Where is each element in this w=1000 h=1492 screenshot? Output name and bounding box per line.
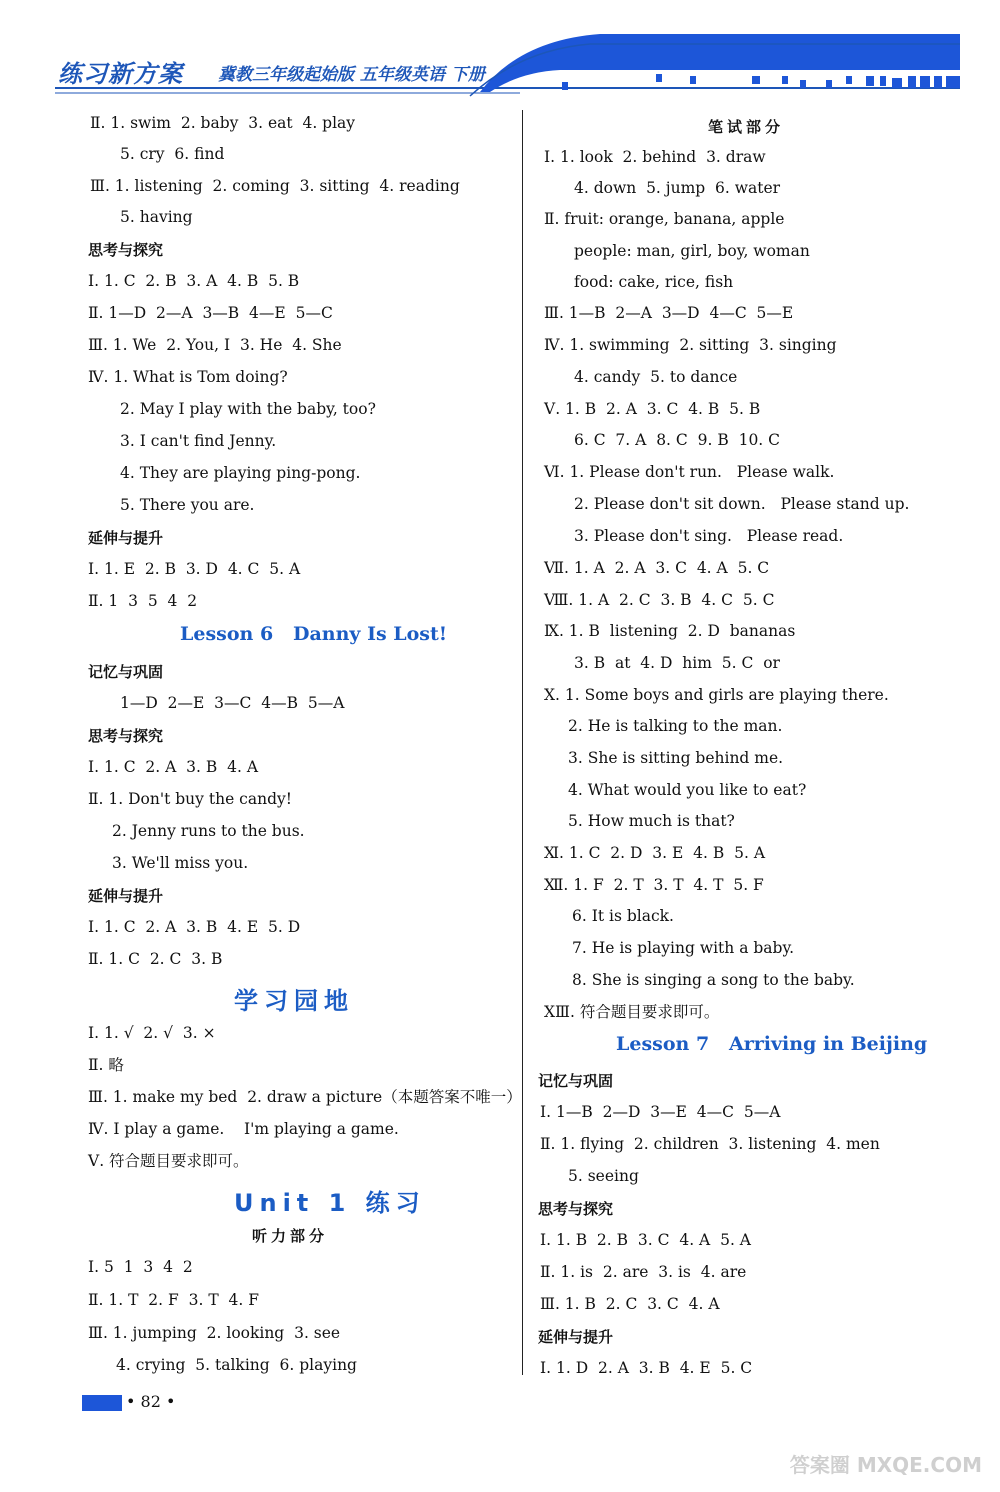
answer-line: people: man, girl, boy, woman: [574, 242, 810, 260]
answer-line: 5. having: [120, 208, 193, 226]
answer-line: Ⅸ. 1. B listening 2. D bananas: [544, 622, 796, 640]
answer-line: food: cake, rice, fish: [574, 273, 734, 291]
column-divider: [522, 110, 523, 1375]
section-title: Unit 1 练习: [234, 1189, 426, 1217]
section-heading: 思考与探究: [88, 727, 164, 745]
answer-line: Ⅺ. 1. C 2. D 3. E 4. B 5. A: [544, 844, 766, 862]
answer-line: 5. How much is that?: [568, 812, 735, 830]
section-heading: 思考与探究: [538, 1200, 614, 1218]
book-subtitle: 冀教三年级起始版 五年级英语 下册: [218, 65, 485, 85]
section-heading: 记忆与巩固: [538, 1072, 614, 1090]
lesson-title: Lesson 6 Danny Is Lost!: [180, 623, 448, 645]
section-heading: 思考与探究: [88, 241, 164, 259]
answer-line: 3. Please don't sing. Please read.: [574, 527, 844, 545]
answer-line: Ⅲ. 1. listening 2. coming 3. sitting 4. reading: [90, 177, 460, 195]
answer-line: Ⅴ. 1. B 2. A 3. C 4. B 5. B: [544, 400, 761, 418]
answer-line: 2. He is talking to the man.: [568, 717, 783, 735]
answer-line: Ⅳ. 1. What is Tom doing?: [88, 368, 288, 386]
answer-line: Ⅱ. 略: [88, 1056, 124, 1074]
answer-line: Ⅰ. 1. C 2. A 3. B 4. A: [88, 758, 259, 776]
answer-line: Ⅱ. 1. is 2. are 3. is 4. are: [540, 1263, 747, 1281]
answer-line: Ⅶ. 1. A 2. A 3. C 4. A 5. C: [544, 559, 770, 577]
answer-line: Ⅲ. 1—B 2—A 3—D 4—C 5—E: [544, 304, 794, 322]
section-heading: 延伸与提升: [538, 1328, 614, 1346]
answer-line: Ⅱ. 1. swim 2. baby 3. eat 4. play: [90, 114, 356, 132]
answer-line: 5. seeing: [568, 1167, 639, 1185]
answer-line: 2. Jenny runs to the bus.: [112, 822, 305, 840]
answer-line: Ⅻ. 1. F 2. T 3. T 4. T 5. F: [544, 876, 764, 894]
answer-line: 4. candy 5. to dance: [574, 368, 738, 386]
watermark: 答案圈 MXQE.COM: [789, 1453, 982, 1477]
answer-line: Ⅳ. I play a game. I'm playing a game.: [88, 1120, 399, 1138]
section-heading: 延伸与提升: [88, 887, 164, 905]
answer-line: Ⅰ. 1—B 2—D 3—E 4—C 5—A: [540, 1103, 781, 1121]
answer-line: 4. They are playing ping-pong.: [120, 464, 361, 482]
answer-line: XⅢ. 符合题目要求即可。: [544, 1003, 720, 1021]
answer-line: Ⅲ. 1. make my bed 2. draw a picture（本题答案不唯一）: [88, 1088, 522, 1106]
answer-line: 4. down 5. jump 6. water: [574, 179, 781, 197]
answer-line: Ⅱ. 1 3 5 4 2: [88, 592, 198, 610]
answer-line: 2. Please don't sit down. Please stand up.: [574, 495, 910, 513]
brand-title: 练习新方案: [58, 60, 183, 88]
answer-line: Ⅹ. 1. Some boys and girls are playing there.: [544, 686, 889, 704]
section-title: 学习园地: [234, 987, 354, 1015]
answer-line: Ⅰ. 1. look 2. behind 3. draw: [544, 148, 766, 166]
answer-line: 5. There you are.: [120, 496, 255, 514]
answer-line: 2. May I play with the baby, too?: [120, 400, 376, 418]
answer-line: Ⅷ. 1. A 2. C 3. B 4. C 5. C: [544, 591, 775, 609]
answer-line: 7. He is playing with a baby.: [572, 939, 795, 957]
answer-line: Ⅰ. 1. E 2. B 3. D 4. C 5. A: [88, 560, 301, 578]
answer-line: 3. We'll miss you.: [112, 854, 249, 872]
lesson-title: Lesson 7 Arriving in Beijing: [616, 1033, 928, 1055]
page-header: [0, 0, 1000, 110]
answer-line: Ⅰ. 5 1 3 4 2: [88, 1258, 193, 1276]
answer-line: Ⅴ. 符合题目要求即可。: [88, 1152, 249, 1170]
answer-line: Ⅰ. 1. D 2. A 3. B 4. E 5. C: [540, 1359, 753, 1377]
answer-line: 3. B at 4. D him 5. C or: [574, 654, 780, 672]
answer-line: Ⅱ. 1. C 2. C 3. B: [88, 950, 223, 968]
answer-line: 6. It is black.: [572, 907, 674, 925]
answer-line: Ⅲ. 1. B 2. C 3. C 4. A: [540, 1295, 720, 1313]
answer-line: Ⅲ. 1. We 2. You, I 3. He 4. She: [88, 336, 342, 354]
answer-line: 3. I can't find Jenny.: [120, 432, 277, 450]
answer-line: Ⅱ. 1. Don't buy the candy!: [88, 790, 292, 808]
answer-line: Ⅰ. 1. B 2. B 3. C 4. A 5. A: [540, 1231, 751, 1249]
answer-line: Ⅱ. 1. flying 2. children 3. listening 4. men: [540, 1135, 880, 1153]
answer-line: 3. She is sitting behind me.: [568, 749, 784, 767]
answer-line: 6. C 7. A 8. C 9. B 10. C: [574, 431, 781, 449]
answer-line: Ⅵ. 1. Please don't run. Please walk.: [544, 463, 835, 481]
answer-line: 1—D 2—E 3—C 4—B 5—A: [120, 694, 345, 712]
answer-line: Ⅲ. 1. jumping 2. looking 3. see: [88, 1324, 341, 1342]
answer-line: Ⅱ. 1. T 2. F 3. T 4. F: [88, 1291, 259, 1309]
section-heading: 延伸与提升: [88, 529, 164, 547]
section-heading: 记忆与巩固: [88, 663, 164, 681]
answer-line: Ⅱ. fruit: orange, banana, apple: [544, 210, 785, 228]
answer-line: 5. cry 6. find: [120, 145, 225, 163]
answer-line: Ⅰ. 1. C 2. B 3. A 4. B 5. B: [88, 272, 300, 290]
page-number: • 82 •: [126, 1392, 176, 1411]
answer-line: Ⅳ. 1. swimming 2. sitting 3. singing: [544, 336, 837, 354]
answer-line: 8. She is singing a song to the baby.: [572, 971, 855, 989]
subsection-title: 听力部分: [252, 1227, 329, 1245]
page-number-marker: [82, 1395, 122, 1411]
answer-line: Ⅱ. 1—D 2—A 3—B 4—E 5—C: [88, 304, 333, 322]
answer-line: 4. crying 5. talking 6. playing: [116, 1356, 357, 1374]
answer-line: Ⅰ. 1. √ 2. √ 3. ×: [88, 1024, 216, 1042]
answer-line: Ⅰ. 1. C 2. A 3. B 4. E 5. D: [88, 918, 301, 936]
answer-line: 4. What would you like to eat?: [568, 781, 807, 799]
subsection-title: 笔试部分: [708, 118, 785, 136]
